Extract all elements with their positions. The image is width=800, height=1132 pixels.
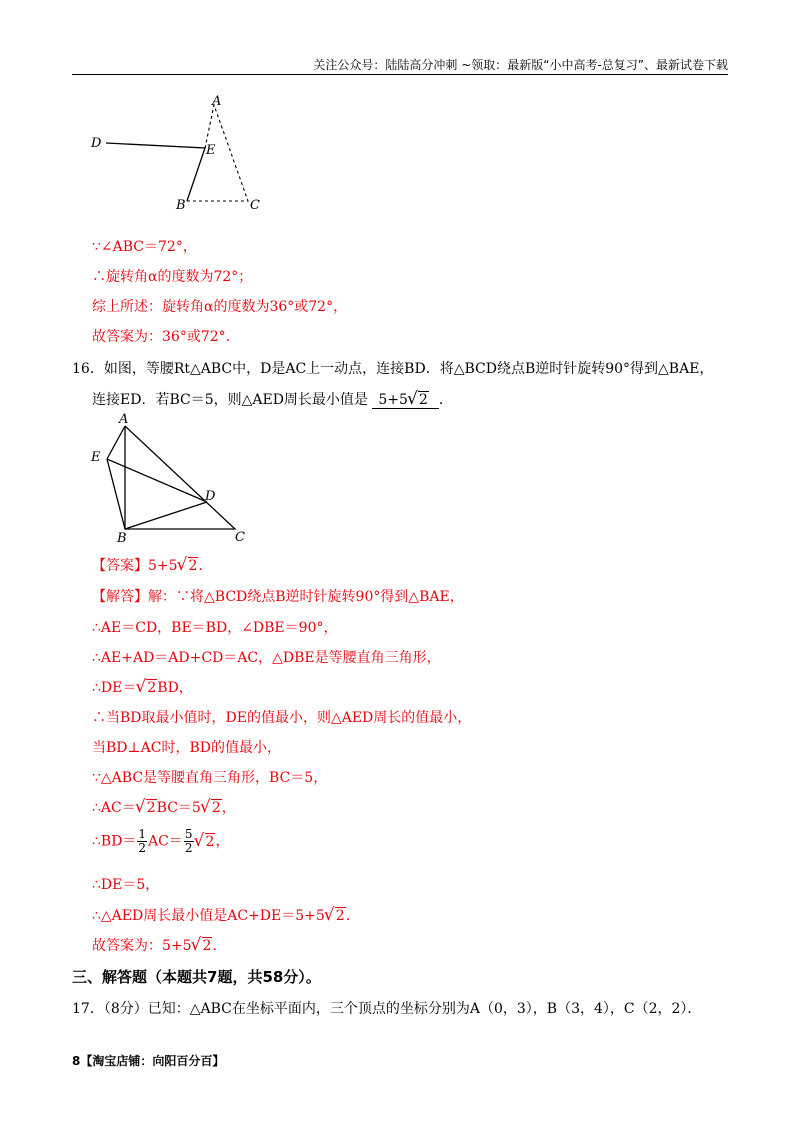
question-16-number: 16． xyxy=(72,361,104,377)
prev-solution-line-2: ∴旋转角α的度数为72°； xyxy=(92,269,253,285)
page-header: 关注公众号：陆陆高分冲刺 ~领取：最新版“小中高考-总复习”、最新试卷下载 xyxy=(313,58,728,72)
step8-part-a: ∴AC＝ xyxy=(92,800,136,816)
solution-line-12 xyxy=(92,935,226,955)
question-16-answer-blank xyxy=(372,392,438,409)
fig2-label-c: C xyxy=(235,530,245,545)
fig2-triangle-abc xyxy=(125,426,235,529)
figure-2-diagram xyxy=(85,410,265,545)
solution-line-6: 当BD⊥AC时，BD的值最小， xyxy=(92,740,282,756)
question-16-end: ． xyxy=(438,392,453,408)
sqrt-symbol xyxy=(137,680,157,696)
solution-step-1: 解：∵将△BCD绕点B逆时针旋转90°得到△BAE， xyxy=(148,589,464,605)
radicand: 2 xyxy=(202,938,212,954)
fig1-label-d: D xyxy=(91,136,102,151)
sqrt-symbol xyxy=(326,908,346,924)
solution-line-11 xyxy=(92,905,360,925)
section-3-title: 三、解答题（本题共7题，共58分）。 xyxy=(72,968,321,986)
frac-numerator: 1 xyxy=(138,827,147,841)
step4-part-b: BD， xyxy=(157,680,193,696)
step8-part-b: BC＝5 xyxy=(156,800,201,816)
question-16-line-2 xyxy=(92,389,453,409)
solution-line-7: ∵△ABC是等腰直角三角形，BC＝5， xyxy=(92,770,328,786)
step8-part-c: ， xyxy=(221,800,236,816)
frac-numerator: 5 xyxy=(184,827,193,841)
page-footer: 8【淘宝店铺：向阳百分百】 xyxy=(72,1054,225,1068)
step4-part-a: ∴DE＝ xyxy=(92,680,137,696)
frac-denominator: 2 xyxy=(138,841,147,855)
fig2-line-ea xyxy=(107,426,125,459)
sqrt-symbol xyxy=(137,800,157,816)
radicand: 2 xyxy=(335,908,345,924)
step9-part-b: AC＝ xyxy=(148,833,183,850)
solution-line-5: ∴当BD取最小值时，DE的值最小，则△AED周长的值最小， xyxy=(92,710,472,726)
radicand: 2 xyxy=(211,800,221,816)
radicand: 2 xyxy=(146,800,156,816)
answer-tag: 【答案】 xyxy=(92,558,148,574)
question-16-text: 如图，等腰Rt△ABC中，D是AC上一动点，连接BD．将△BCD绕点B逆时针旋转90°得到△BAE， xyxy=(103,361,714,377)
question-17: 17．（8分）已知：△ABC在坐标平面内，三个顶点的坐标分别为A（0，3），B（3，4），C（2，2）． xyxy=(72,1001,702,1017)
solution-line-8 xyxy=(92,797,236,817)
fraction-one-half xyxy=(137,828,147,855)
fig1-label-c: C xyxy=(250,198,260,213)
answer-value: 5+5 xyxy=(148,558,178,574)
fig2-line-eb xyxy=(107,459,125,529)
radicand: 2 xyxy=(147,680,157,696)
analysis-tag: 【解答】 xyxy=(92,589,148,605)
step11-part-a: ∴△AED周长最小值是AC+DE＝5+5 xyxy=(92,908,325,924)
step12-part-a: 故答案为：5+5 xyxy=(92,938,192,954)
fig1-solid-lines xyxy=(106,143,205,201)
radicand: 2 xyxy=(205,833,215,850)
step12-part-b: ． xyxy=(212,938,227,954)
step9-part-c: ， xyxy=(215,833,230,850)
sqrt-symbol xyxy=(409,392,429,408)
solution-line-3: ∴AE+AD＝AD+CD＝AC，△DBE是等腰直角三角形， xyxy=(92,650,441,666)
fraction-five-halves xyxy=(184,828,194,855)
fig2-label-a: A xyxy=(119,412,129,427)
fig2-label-b: B xyxy=(117,531,127,545)
prev-solution-line-4: 故答案为：36°或72°. xyxy=(92,329,231,345)
frac-denominator: 2 xyxy=(184,841,193,855)
prev-solution-line-1: ∵∠ABC＝72°， xyxy=(92,239,197,255)
figure-1-diagram xyxy=(80,88,280,218)
radicand: 2 xyxy=(188,558,198,574)
solution-line-10: ∴DE＝5， xyxy=(92,877,160,893)
header-rule xyxy=(72,74,728,75)
fig1-label-b: B xyxy=(176,198,186,213)
solution-line-2: ∴AE＝CD，BE＝BD，∠DBE＝90°， xyxy=(92,620,338,636)
step9-part-a: ∴BD＝ xyxy=(92,833,137,850)
step11-part-b: ． xyxy=(345,908,360,924)
sqrt-symbol xyxy=(202,800,222,816)
fig2-line-bd xyxy=(125,502,207,529)
question-16-line-1 xyxy=(72,358,713,378)
question-16-line2-text: 连接ED．若BC＝5，则△AED周长最小值是 xyxy=(92,392,368,408)
answer-line xyxy=(92,555,212,575)
blank-prefix: 5+5 xyxy=(378,392,408,408)
solution-line-1 xyxy=(92,586,464,606)
prev-solution-line-3: 综上所述：旋转角α的度数为36°或72°， xyxy=(92,299,348,315)
answer-end: ． xyxy=(198,558,213,574)
solution-line-4 xyxy=(92,677,193,697)
fig1-label-a: A xyxy=(212,94,222,109)
radicand: 2 xyxy=(418,392,428,408)
fig1-dashed-lines xyxy=(187,105,248,201)
sqrt-symbol xyxy=(193,938,213,954)
fig2-line-ed xyxy=(107,459,207,502)
fig2-label-e: E xyxy=(91,450,101,465)
sqrt-symbol xyxy=(196,834,216,850)
sqrt-symbol xyxy=(179,558,199,574)
solution-line-9 xyxy=(92,828,229,855)
fig1-label-e: E xyxy=(206,143,216,158)
fig2-label-d: D xyxy=(205,489,216,504)
